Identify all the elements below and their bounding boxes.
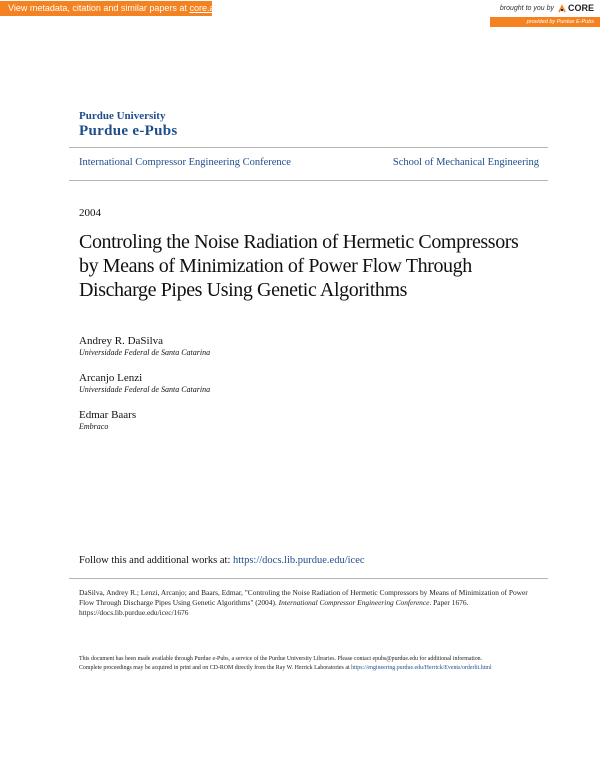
paper-year: 2004: [79, 207, 101, 219]
author-name: Arcanjo Lenzi: [79, 372, 143, 384]
university-name[interactable]: Purdue University: [79, 110, 166, 122]
author-affiliation: Embraco: [79, 422, 109, 431]
divider-top: [69, 147, 548, 148]
divider-citation: [69, 578, 548, 579]
core-logo-icon: [557, 4, 567, 14]
citation-main: DaSilva, Andrey R.; Lenzi, Arcanjo; and Baars, Edmar, "Controling the Noise Radiation of Hermetic Compressors by Means of Minimization of Power Flow Through Discharge Pipes Using Genetic Algorithms" (2004).: [79, 588, 528, 607]
author-name: Andrey R. DaSilva: [79, 335, 164, 347]
paper-title: Controling the Noise Radiation of Hermetic Compressors by Means of Minimization of Power Flow Through Discharge Pipes Using Genetic Algorithms: [79, 231, 519, 301]
core-logo-text: CORE: [567, 3, 594, 13]
core-provided-by: provided by Purdue E-Pubs: [490, 17, 600, 27]
follow-works: [79, 555, 365, 566]
collection-links: [79, 157, 539, 168]
core-metadata-notice: [0, 1, 231, 16]
brought-by-text: brought to you by: [499, 5, 554, 12]
author-entry: [79, 408, 539, 432]
herrick-link[interactable]: https://engineering.purdue.edu/Herrick/Events/orderlit.html: [351, 664, 492, 671]
note-availability: This document has been made available through Purdue e-Pubs, a service of the Purdue University Libraries. Please contact epubs@purdue.edu for additional information.: [79, 656, 483, 662]
school-link[interactable]: School of Mechanical Engineering: [392, 157, 539, 168]
repository-name[interactable]: Purdue e-Pubs: [79, 123, 178, 139]
core-logo[interactable]: [557, 1, 594, 16]
core-banner: [0, 0, 600, 17]
author-entry: [79, 371, 539, 395]
core-link[interactable]: core.ac.uk: [189, 3, 231, 13]
conference-link[interactable]: International Compressor Engineering Conference: [79, 157, 291, 168]
author-list: [79, 334, 539, 445]
note-proceedings: Complete proceedings may be acquired in print and on CD-ROM directly from the Ray W. Herrick Laboratories at: [79, 664, 350, 671]
availability-note: [79, 655, 534, 672]
core-brought-by: [500, 1, 594, 16]
author-affiliation: Universidade Federal de Santa Catarina: [79, 348, 211, 357]
core-metadata-text: View metadata, citation and similar papers at: [8, 3, 187, 13]
recommended-citation: [79, 588, 534, 618]
author-entry: [79, 334, 539, 358]
citation-paper-number: . Paper 1676.: [429, 598, 469, 607]
repository-header: [79, 110, 178, 140]
divider-bottom: [69, 180, 548, 181]
author-affiliation: Universidade Federal de Santa Catarina: [79, 385, 211, 394]
citation-venue: International Compressor Engineering Conference: [278, 598, 430, 607]
follow-link[interactable]: https://docs.lib.purdue.edu/icec: [233, 555, 365, 566]
author-name: Edmar Baars: [79, 409, 137, 421]
citation-url[interactable]: https://docs.lib.purdue.edu/icec/1676: [79, 608, 189, 617]
follow-text: Follow this and additional works at:: [79, 555, 231, 566]
